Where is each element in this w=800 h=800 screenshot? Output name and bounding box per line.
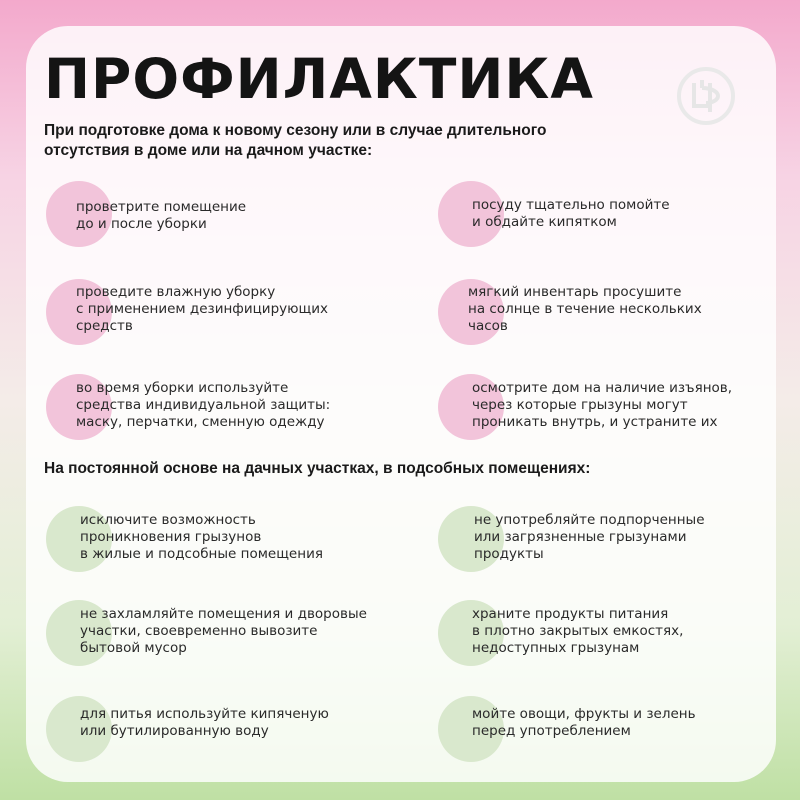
- list-item: [46, 696, 386, 766]
- item-text: храните продукты питания в плотно закрытых емкостях, недоступных грызунам: [472, 606, 684, 656]
- list-item: [46, 506, 386, 576]
- logo-icon: [676, 66, 736, 126]
- item-text: посуду тщательно помойте и обдайте кипятком: [472, 197, 670, 230]
- section2-intro: На постоянной основе на дачных участках, в подсобных помещениях:: [44, 460, 591, 477]
- item-text: во время уборки используйте средства индивидуальной защиты: маску, перчатки, сменную одежду: [76, 380, 331, 430]
- list-item: [438, 181, 778, 251]
- item-text: проведите влажную уборку с применением дезинфицирующих средств: [76, 284, 328, 334]
- item-text: исключите возможность проникновения грызунов в жилые и подсобные помещения: [80, 512, 323, 562]
- item-text: не употребляйте подпорченные или загрязненные грызунами продукты: [474, 512, 705, 562]
- list-item: [46, 181, 386, 251]
- item-text: мойте овощи, фрукты и зелень перед употреблением: [472, 706, 696, 739]
- list-item: [438, 696, 778, 766]
- item-text: для питья используйте кипяченую или бутилированную воду: [80, 706, 329, 739]
- list-item: [438, 506, 778, 576]
- list-item: [46, 600, 386, 670]
- list-item: [46, 374, 386, 444]
- item-text: осмотрите дом на наличие изъянов, через которые грызуны могут проникать внутрь, и устраните их: [472, 380, 733, 430]
- list-item: [438, 600, 778, 670]
- list-item: [438, 374, 778, 444]
- item-text: не захламляйте помещения и дворовые участки, своевременно вывозите бытовой мусор: [80, 606, 367, 656]
- list-item: [438, 279, 778, 349]
- section1-intro: При подготовке дома к новому сезону или в случае длительного отсутствия в доме или на дачном участке:: [44, 122, 547, 159]
- list-item: [46, 279, 386, 349]
- page-title: ПРОФИЛАКТИКА: [44, 47, 594, 111]
- item-text: проветрите помещение до и после уборки: [76, 199, 247, 232]
- item-text: мягкий инвентарь просушите на солнце в течение нескольких часов: [468, 284, 702, 334]
